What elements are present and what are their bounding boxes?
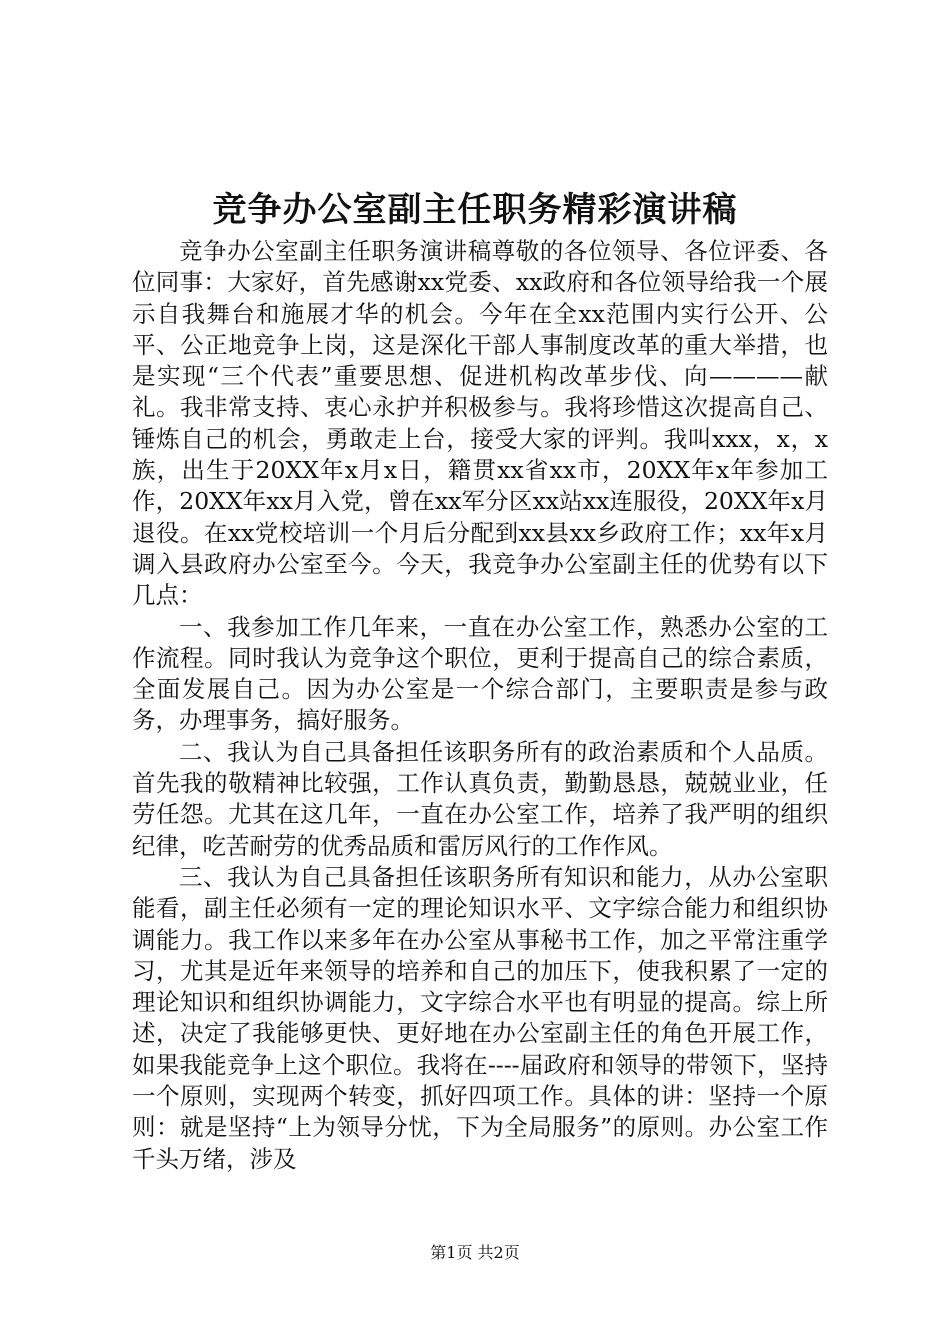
paragraph-intro: 竞争办公室副主任职务演讲稿尊敬的各位领导、各位评委、各位同事：大家好，首先感谢xx党委、xx政府和各位领导给我一个展示自我舞台和施展才华的机会。今年在全xx范围内实行公开、公平、公正地竞争上岗，这是深化干部人事制度改革的重大举措，也是实现“三个代表”重要思想、促进机构改革步伐、向————献礼。我非常支持、衷心永护并积极参与。我将珍惜这次提高自己、锤炼自己的机会，勇敢走上台，接受大家的评判。我叫xxx，x，x族，出生于20XX年x月x日，籍贯xx省xx市，20XX年x年参加工作，20XX年xx月入党，曾在xx军分区xx站xx连服役，20XX年x月退役。在xx党校培训一个月后分配到xx县xx乡政府工作；xx年x月调入县政府办公室至今。今天，我竞争办公室副主任的优势有以下几点： [132,237,828,610]
paragraph-point-1: 一、我参加工作几年来，一直在办公室工作，熟悉办公室的工作流程。同时我认为竞争这个职位，更利于提高自己的综合素质，全面发展自己。因为办公室是一个综合部门，主要职责是参与政务，办理事务，搞好服务。 [132,612,828,735]
document-body [132,236,828,1175]
paragraph-point-2: 二、我认为自己具备担任该职务所有的政治素质和个人品质。首先我的敬精神比较强，工作认真负责，勤勤恳恳，兢兢业业，任劳任怨。尤其在这几年，一直在办公室工作，培养了我严明的组织纪律，吃苦耐劳的优秀品质和雷厉风行的工作作风。 [132,737,828,860]
paragraph-point-3: 三、我认为自己具备担任该职务所有知识和能力，从办公室职能看，副主任必须有一定的理论知识水平、文字综合能力和组织协调能力。我工作以来多年在办公室从事秘书工作，加之平常注重学习，尤其是近年来领导的培养和自己的加压下，使我积累了一定的理论知识和组织协调能力，文字综合水平也有明显的提高。综上所述，决定了我能够更快、更好地在办公室副主任的角色开展工作，如果我能竞争上这个职位。我将在----届政府和领导的带领下，坚持一个原则，实现两个转变，抓好四项工作。具体的讲：坚持一个原则：就是坚持“上为领导分忧，下为全局服务”的原则。办公室工作千头万绪，涉及 [132,862,828,1173]
page-number-footer: 第1页 共2页 [430,1243,520,1262]
document-title: 竞争办公室副主任职务精彩演讲稿 [212,190,738,230]
